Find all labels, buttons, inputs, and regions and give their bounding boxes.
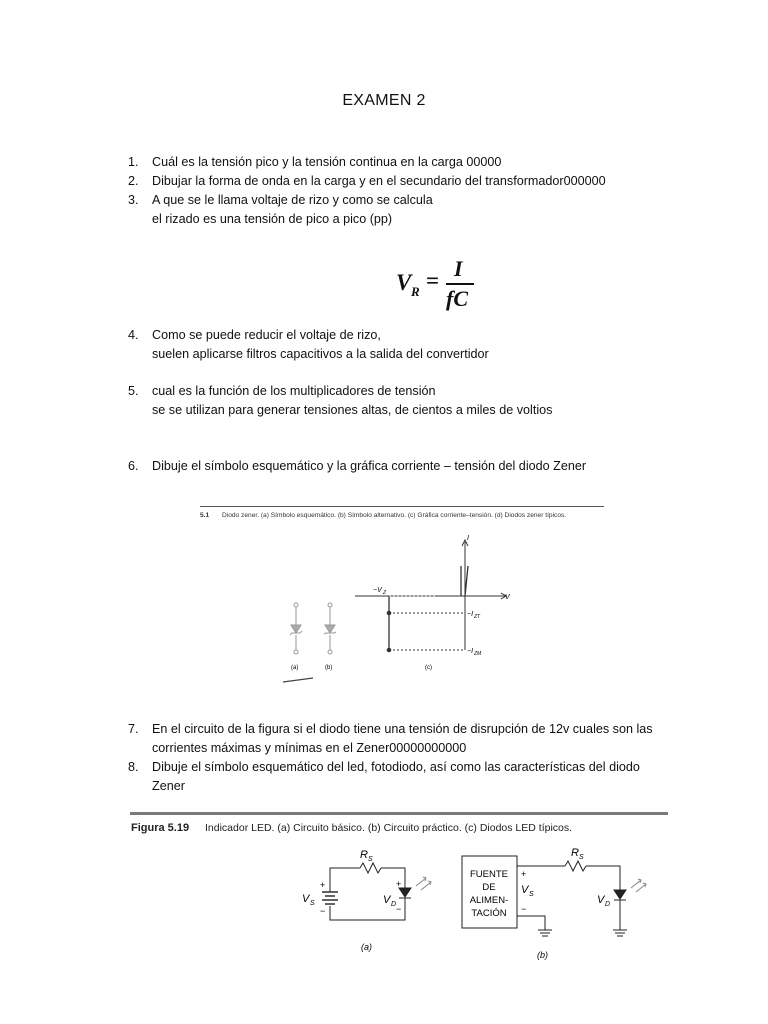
page-title: EXAMEN 2 — [342, 92, 426, 109]
question-text: Zener — [152, 779, 185, 793]
minus-a: − — [320, 906, 326, 916]
question-7 — [128, 720, 748, 758]
plus-a2: + — [396, 879, 402, 889]
formula-lhs-sub: R — [411, 284, 420, 299]
question-text: A que se le llama voltaje de rizo y como se calcula — [152, 193, 433, 207]
question-1 — [128, 153, 748, 172]
vd-sub-a: D — [391, 901, 397, 908]
izt-sub: ZT — [474, 614, 481, 620]
led-figure — [125, 810, 670, 970]
figure-caption: Diodo zener. (a) Símbolo esquemático. (b) Símbolo alternativo. (c) Gráfica corriente–tensión. (d) Diodos zener típicos. — [222, 512, 567, 519]
minus-a2: − — [396, 904, 402, 914]
vz-sub: Z — [383, 590, 387, 596]
source-line-1: FUENTE — [470, 869, 508, 880]
vs-sub-a: S — [310, 900, 315, 907]
question-6 — [128, 457, 748, 476]
vz-label: −V — [373, 587, 382, 594]
answer-text: se se utilizan para generar tensiones altas, de cientos a miles de voltios — [152, 403, 553, 417]
vs-label-b: V — [521, 884, 529, 896]
fraction-bar — [446, 283, 474, 285]
minus-b: − — [521, 904, 527, 914]
question-text: Dibujar la forma de onda en la carga y en el secundario del transformador000000 — [152, 174, 606, 188]
label-b: (b) — [537, 950, 548, 960]
vd-label-a: V — [383, 894, 391, 906]
basic-circuit — [322, 863, 431, 920]
resistor-rs-b — [565, 861, 586, 871]
question-text: Como se puede reducir el voltaje de rizo, — [152, 328, 381, 342]
vd-label-b: V — [597, 894, 605, 906]
question-number: 6. — [128, 459, 139, 473]
formula-numerator: I — [454, 256, 463, 281]
question-4 — [128, 326, 748, 364]
light-rays-b — [631, 880, 646, 892]
question-number: 8. — [128, 760, 139, 774]
izm-point — [387, 648, 391, 652]
formula-denominator: fC — [446, 286, 468, 311]
led-diode-b — [614, 890, 626, 899]
question-text: Dibuje el símbolo esquemático y la gráfica corriente – tensión del diodo Zener — [152, 459, 587, 473]
label-a: (a) — [291, 665, 299, 671]
label-b: (b) — [325, 665, 333, 671]
resistor-rs — [360, 863, 381, 873]
question-number: 7. — [128, 722, 139, 736]
zener-figure — [195, 500, 605, 685]
izt-point — [387, 611, 391, 615]
izm-sub: ZM — [474, 651, 482, 657]
figure-number: 5.1 — [200, 512, 210, 519]
izt-label: −I — [467, 611, 474, 618]
question-text: cual es la función de los multiplicadores de tensión — [152, 384, 436, 398]
izm-label: −I — [467, 648, 474, 655]
question-3 — [128, 191, 748, 229]
led-circuits — [125, 810, 670, 970]
formula-equals: = — [426, 268, 440, 293]
answer-text: suelen aplicarse filtros capacitivos a la salida del convertidor — [152, 347, 489, 361]
figure-number: Figura 5.19 — [131, 822, 190, 834]
rs-sub-b: S — [579, 854, 584, 861]
plus-b: + — [521, 869, 527, 879]
figure-caption: Indicador LED. (a) Circuito básico. (b) Circuito práctico. (c) Diodos LED típicos. — [205, 822, 573, 834]
vd-sub-b: D — [605, 901, 611, 908]
question-2 — [128, 172, 748, 191]
vs-sub-b: S — [529, 891, 534, 898]
label-a: (a) — [361, 942, 372, 952]
question-5 — [128, 382, 748, 420]
label-c: (c) — [425, 665, 432, 671]
question-text: Cuál es la tensión pico y la tensión continua en la carga 00000 — [152, 155, 502, 169]
source-line-4: TACIÓN — [471, 908, 507, 919]
question-text: Dibuje el símbolo esquemático del led, fotodiodo, así como las características del diodo — [152, 760, 640, 774]
rs-sub-a: S — [368, 856, 373, 863]
led-diode — [399, 888, 411, 897]
zener-symbol-b — [324, 603, 336, 654]
axis-v-label: V — [505, 594, 510, 601]
rs-label-b: R — [571, 847, 579, 859]
rs-label-a: R — [360, 849, 368, 861]
question-text: En el circuito de la figura si el diodo tiene una tensión de disrupción de 12v cuales son las — [152, 722, 653, 736]
question-number: 4. — [128, 328, 139, 342]
formula-lhs: V — [396, 270, 412, 295]
zener-symbol-a — [290, 603, 302, 654]
source-line-3: ALIMEN- — [469, 895, 509, 906]
light-rays — [416, 878, 431, 890]
question-number: 2. — [128, 174, 139, 188]
question-number: 5. — [128, 384, 139, 398]
question-text: corrientes máximas y mínimas en el Zener00000000000 — [152, 741, 467, 755]
zener-diagram — [195, 500, 605, 685]
source-line-2: DE — [482, 882, 496, 893]
answer-text: el rizado es una tensión de pico a pico (pp) — [152, 212, 393, 226]
question-number: 1. — [128, 155, 139, 169]
question-number: 3. — [128, 193, 139, 207]
axis-i-label: I — [467, 535, 469, 542]
plus-a: + — [320, 880, 326, 890]
iv-graph — [355, 540, 506, 652]
vs-label-a: V — [302, 893, 310, 905]
question-8 — [128, 758, 748, 796]
